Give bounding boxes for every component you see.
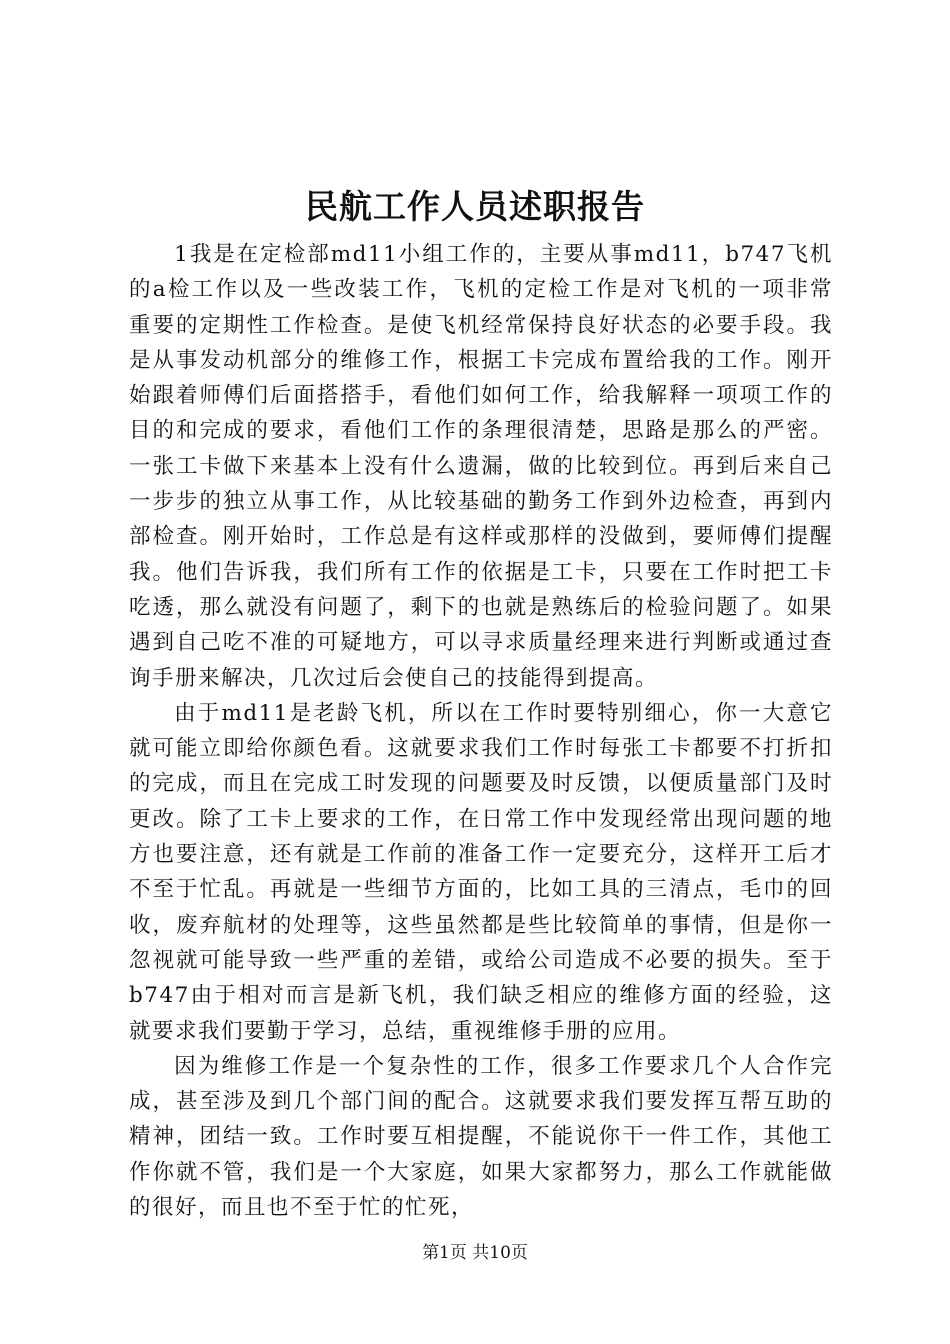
page-number-footer: 第1页 共10页	[422, 1243, 528, 1263]
paragraph-1: 1我是在定检部md11小组工作的，主要从事md11，b747飞机的a检工作以及一些改装工作，飞机的定检工作是对飞机的一项非常重要的定期性工作检查。是使飞机经常保持良好状态的必要手段。我是从事发动机部分的维修工作，根据工卡完成布置给我的工作。刚开始跟着师傅们后面搭搭手，看他们如何工作，给我解释一项项工作的目的和完成的要求，看他们工作的条理很清楚，思路是那么的严密。一张工卡做下来基本上没有什么遗漏，做的比较到位。再到后来自己一步步的独立从事工作，从比较基础的勤务工作到外边检查，再到内部检查。刚开始时，工作总是有这样或那样的没做到，要师傅们提醒我。他们告诉我，我们所有工作的依据是工卡，只要在工作时把工卡吃透，那么就没有问题了，剩下的也就是熟练后的检验问题了。如果遇到自己吃不准的可疑地方，可以寻求质量经理来进行判断或通过查询手册来解决，几次过后会使自己的技能得到提高。	[129, 242, 833, 691]
document-body	[129, 237, 833, 1225]
paragraph-2: 由于md11是老龄飞机，所以在工作时要特别细心，你一大意它就可能立即给你颜色看。这就要求我们工作时每张工卡都要不打折扣的完成，而且在完成工时发现的问题要及时反馈，以便质量部门及时更改。除了工卡上要求的工作，在日常工作中发现经常出现问题的地方也要注意，还有就是工作前的准备工作一定要充分，这样开工后才不至于忙乱。再就是一些细节方面的，比如工具的三清点，毛巾的回收，废弃航材的处理等，这些虽然都是些比较简单的事情，但是你一忽视就可能导致一些严重的差错，或给公司造成不必要的损失。至于b747由于相对而言是新飞机，我们缺乏相应的维修方面的经验，这就要求我们要勤于学习，总结，重视维修手册的应用。	[129, 700, 833, 1044]
document-title: 民航工作人员述职报告	[305, 187, 645, 226]
paragraph-3: 因为维修工作是一个复杂性的工作，很多工作要求几个人合作完成，甚至涉及到几个部门间的配合。这就要求我们要发挥互帮互助的精神，团结一致。工作时要互相提醒，不能说你干一件工作，其他工作你就不管，我们是一个大家庭，如果大家都努力，那么工作就能做的很好，而且也不至于忙的忙死，	[129, 1053, 833, 1221]
